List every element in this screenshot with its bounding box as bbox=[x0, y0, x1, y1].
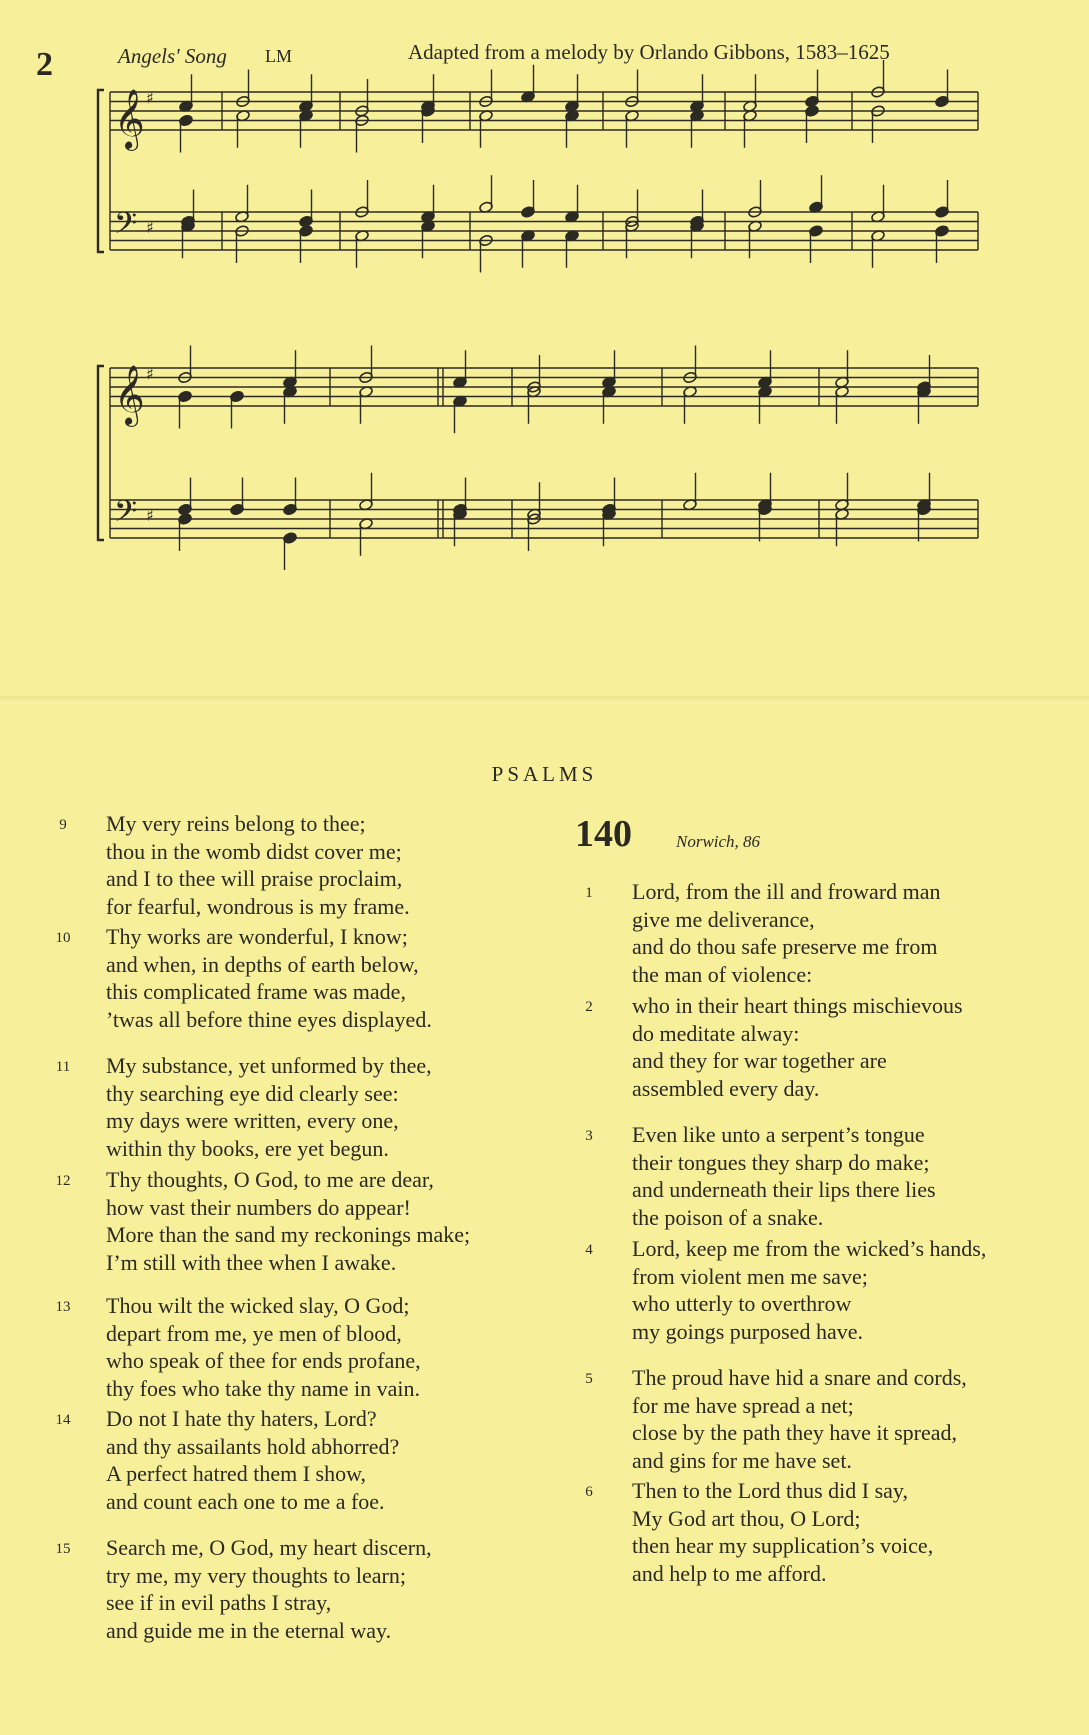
verse-line: then hear my supplication’s voice, bbox=[632, 1533, 934, 1558]
verse-line: and they for war together are bbox=[632, 1048, 887, 1073]
verse-line: my goings purposed have. bbox=[632, 1318, 863, 1344]
key-signature-sharp: ♯ bbox=[146, 88, 154, 108]
left-verse-13 bbox=[55, 1292, 421, 1402]
verse-number: 4 bbox=[585, 1242, 593, 1258]
verse-line: and underneath their lips there lies bbox=[632, 1177, 936, 1202]
verse-line: and count each one to me a foe. bbox=[106, 1488, 385, 1514]
verse-number: 10 bbox=[55, 930, 71, 946]
right-verse-6 bbox=[585, 1477, 934, 1587]
left-verse-10 bbox=[55, 923, 432, 1033]
verse-line: Lord, from the ill and froward man bbox=[632, 879, 941, 904]
verse-line: give me deliverance, bbox=[632, 906, 815, 932]
verse-number: 1 bbox=[585, 885, 593, 901]
verse-line: thy searching eye did clearly see: bbox=[106, 1080, 399, 1106]
verse-number: 11 bbox=[55, 1059, 71, 1075]
key-signature-sharp: ♯ bbox=[146, 505, 154, 525]
verse-line: Lord, keep me from the wicked’s hands, bbox=[632, 1236, 987, 1261]
verse-number: 14 bbox=[55, 1412, 71, 1428]
verse-line: my days were written, every one, bbox=[106, 1108, 399, 1133]
verse-line: Thou wilt the wicked slay, O God; bbox=[106, 1293, 410, 1318]
right-verse-3 bbox=[585, 1121, 936, 1231]
verse-line: for me have spread a net; bbox=[632, 1392, 854, 1418]
verse-line: for fearful, wondrous is my frame. bbox=[106, 893, 410, 919]
verse-number: 12 bbox=[55, 1173, 71, 1189]
verse-line: thou in the womb didst cover me; bbox=[106, 838, 402, 864]
verse-line: and I to thee will praise proclaim, bbox=[106, 866, 403, 891]
verse-line: and when, in depths of earth below, bbox=[106, 951, 419, 977]
tune-name: Angels' Song bbox=[118, 44, 227, 68]
verse-line: within thy books, ere yet begun. bbox=[106, 1135, 389, 1161]
verse-number: 2 bbox=[585, 999, 593, 1015]
verse-line: My very reins belong to thee; bbox=[106, 811, 366, 836]
verse-number: 5 bbox=[585, 1371, 593, 1387]
verse-number: 6 bbox=[585, 1484, 593, 1500]
right-verse-2 bbox=[585, 992, 963, 1102]
left-verse-15 bbox=[55, 1534, 432, 1644]
verse-line: I’m still with thee when I awake. bbox=[106, 1249, 397, 1275]
system-bracket bbox=[98, 366, 104, 540]
tune-meter: LM bbox=[265, 46, 292, 66]
verse-line: A perfect hatred them I show, bbox=[106, 1461, 367, 1486]
section-heading: PSALMS bbox=[491, 762, 598, 786]
verse-line: the poison of a snake. bbox=[632, 1204, 824, 1230]
verse-line: see if in evil paths I stray, bbox=[106, 1590, 332, 1615]
right-verse-4 bbox=[585, 1235, 987, 1345]
verse-number: 3 bbox=[585, 1128, 593, 1144]
verse-line: who utterly to overthrow bbox=[632, 1291, 852, 1316]
verse-line: close by the path they have it spread, bbox=[632, 1420, 958, 1445]
page-fold bbox=[0, 696, 1089, 704]
verse-line: and thy assailants hold abhorred? bbox=[106, 1433, 400, 1459]
verse-number: 15 bbox=[55, 1541, 71, 1557]
hymn-number: 2 bbox=[36, 46, 53, 83]
system-bracket bbox=[98, 90, 104, 252]
left-verse-12 bbox=[55, 1166, 471, 1276]
verse-line: ’twas all before thine eyes displayed. bbox=[106, 1006, 432, 1032]
left-verse-9 bbox=[59, 810, 410, 920]
key-signature-sharp: ♯ bbox=[146, 364, 154, 384]
verse-line: Do not I hate thy haters, Lord? bbox=[106, 1406, 377, 1431]
verse-line: from violent men me save; bbox=[632, 1263, 868, 1289]
verse-number: 13 bbox=[55, 1299, 71, 1315]
verse-line: who in their heart things mischievous bbox=[632, 993, 963, 1018]
verse-line: My God art thou, O Lord; bbox=[632, 1505, 861, 1531]
treble-clef-icon: 𝄞 bbox=[114, 365, 145, 425]
psalm-number: 140 bbox=[575, 813, 632, 855]
psalm-tune-name: Norwich, 86 bbox=[676, 832, 761, 851]
verse-line: who speak of thee for ends profane, bbox=[106, 1348, 421, 1373]
treble-clef-icon: 𝄞 bbox=[114, 89, 145, 149]
verse-line: and do thou safe preserve me from bbox=[632, 934, 938, 959]
bass-clef-icon: 𝄢 bbox=[114, 207, 138, 248]
verse-line: their tongues they sharp do make; bbox=[632, 1149, 930, 1175]
verse-line: depart from me, ye men of blood, bbox=[106, 1320, 402, 1346]
verse-line: Then to the Lord thus did I say, bbox=[632, 1478, 908, 1503]
right-verse-5 bbox=[585, 1364, 967, 1474]
music-score bbox=[0, 0, 1089, 600]
verse-line: The proud have hid a snare and cords, bbox=[632, 1365, 967, 1390]
bass-clef-icon: 𝄢 bbox=[114, 495, 138, 536]
verse-line: the man of violence: bbox=[632, 961, 813, 987]
verse-line: My substance, yet unformed by thee, bbox=[106, 1053, 432, 1078]
verse-line: More than the sand my reckonings make; bbox=[106, 1222, 471, 1247]
verse-line: how vast their numbers do appear! bbox=[106, 1194, 411, 1220]
left-verse-14 bbox=[55, 1405, 400, 1515]
verse-line: and guide me in the eternal way. bbox=[106, 1617, 392, 1643]
verse-line: Thy works are wonderful, I know; bbox=[106, 924, 408, 949]
verse-line: Thy thoughts, O God, to me are dear, bbox=[106, 1167, 434, 1192]
verse-line: this complicated frame was made, bbox=[106, 979, 406, 1004]
tune-attribution: Adapted from a melody by Orlando Gibbons, 1583–1625 bbox=[408, 40, 890, 64]
verse-line: do meditate alway: bbox=[632, 1020, 800, 1046]
left-verse-11 bbox=[55, 1052, 432, 1162]
verse-line: and gins for me have set. bbox=[632, 1447, 852, 1473]
verse-line: assembled every day. bbox=[632, 1075, 820, 1101]
right-verse-1 bbox=[585, 878, 941, 988]
verse-line: Even like unto a serpent’s tongue bbox=[632, 1122, 925, 1147]
verse-line: thy foes who take thy name in vain. bbox=[106, 1375, 421, 1401]
verse-line: try me, my very thoughts to learn; bbox=[106, 1562, 406, 1588]
verse-line: and help to me afford. bbox=[632, 1560, 827, 1586]
key-signature-sharp: ♯ bbox=[146, 217, 154, 237]
verse-line: Search me, O God, my heart discern, bbox=[106, 1535, 432, 1560]
verse-number: 9 bbox=[59, 817, 67, 833]
